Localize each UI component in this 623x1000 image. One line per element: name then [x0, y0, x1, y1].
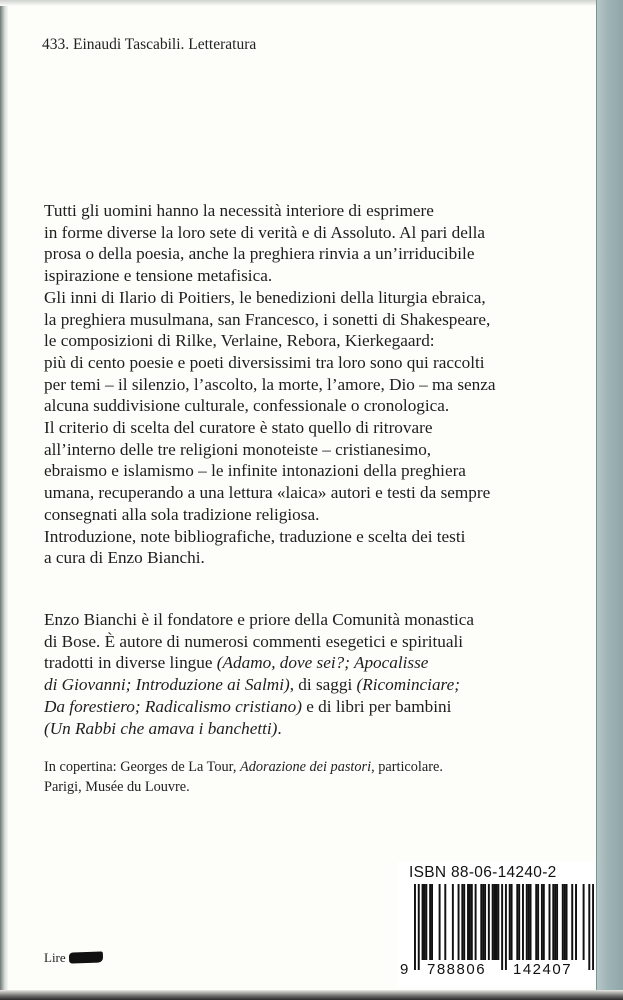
barcode-bar: [418, 884, 420, 970]
barcode-bar: [528, 884, 530, 960]
barcode-bar: [444, 884, 446, 960]
barcode-bar: [535, 884, 537, 960]
barcode-bar: [516, 884, 518, 960]
right-cover-band: [596, 0, 623, 1000]
barcode-bar: [475, 884, 477, 960]
blurb-line: prosa o della poesia, anche la preghiera rinvia a un’irriducibile: [44, 244, 475, 264]
ean-first-digit: 9: [400, 961, 409, 978]
bio-line: [44, 674, 584, 696]
barcode-bar: [556, 884, 558, 960]
price-currency: Lire: [44, 950, 66, 965]
blurb-line: Introduzione, note bibliografiche, traduzione e scelta dei testi: [44, 526, 466, 546]
bio-book-titles: di Giovanni; Introduzione ai Salmi): [44, 675, 290, 695]
ean-left-group: 788806: [427, 961, 487, 978]
barcode-bar: [530, 884, 532, 960]
barcode-bar: [431, 884, 433, 960]
barcode-bar: [495, 884, 497, 960]
blurb-line: umana, recuperando a una lettura «laica» autori e testi da sempre: [44, 483, 491, 503]
blurb-line: le composizioni di Rilke, Verlaine, Rebora, Kierkegaard:: [44, 331, 435, 351]
blurb-line: consegnati alla sola tradizione religiosa.: [44, 504, 320, 524]
barcode-bar: [522, 884, 524, 960]
top-cover-edge: [0, 0, 623, 6]
barcode-bar: [425, 884, 427, 960]
blurb-text: [44, 200, 584, 569]
bio-book-titles: (Ricominciare;: [356, 675, 460, 695]
barcode-bar: [439, 884, 441, 960]
bottom-cover-edge: [0, 990, 623, 1000]
isbn-number: ISBN 88-06-14240-2: [409, 864, 557, 881]
blurb-line: ebraismo e islamismo – le infinite intonazioni della preghiera: [44, 461, 466, 481]
left-cover-edge: [0, 0, 8, 1000]
barcode-bar: [571, 884, 573, 960]
blurb-line: Il criterio di scelta del curatore è stato quello di ritrovare: [44, 418, 433, 438]
credit-text: , particolare.: [371, 759, 443, 775]
credit-line: [44, 757, 584, 777]
blurb-line: in forme diverse la loro sete di verità e di Assoluto. Al pari della: [44, 222, 486, 242]
ean-right-group: 142407: [513, 961, 573, 978]
barcode-bar: [566, 884, 568, 960]
bio-line: Enzo Bianchi è il fondatore e priore della Comunità monastica: [44, 610, 475, 629]
barcode-bar: [492, 884, 494, 960]
barcode-bar: [505, 884, 507, 970]
barcode-bar: [511, 884, 513, 960]
bio-text: e di libri per bambini: [301, 696, 452, 716]
bio-book-titles: (Adamo, dove sei?; Apocalisse: [216, 653, 429, 673]
credit-line: Parigi, Musée du Louvre.: [44, 779, 190, 795]
blurb-line: Tutti gli uomini hanno la necessità interiore di esprimere: [44, 201, 434, 220]
redacted-price-mark: [68, 951, 102, 963]
bio-text: .: [277, 718, 282, 738]
barcode-bar: [554, 884, 556, 960]
barcode-bar: [482, 884, 484, 960]
bio-book-titles: Da forestiero; Radicalismo cristiano): [44, 696, 302, 716]
barcode-bar: [469, 884, 471, 960]
bio-text: , di saggi: [289, 675, 357, 695]
blurb-line: la preghiera musulmana, san Francesco, i sonetti di Shakespeare,: [44, 309, 491, 329]
barcode-bar: [471, 884, 473, 960]
barcode-bar: [541, 884, 543, 960]
barcode-bar: [549, 884, 551, 960]
blurb-line: più di cento poesie e poeti diversissimi tra loro sono qui raccolti: [44, 352, 485, 372]
blurb-line: ispirazione e tensione metafisica.: [44, 266, 273, 286]
price-label: [44, 950, 103, 966]
bio-line: [44, 652, 584, 674]
blurb-line: Gli inni di Ilario di Poitiers, le benedizioni della liturgia ebraica,: [44, 287, 486, 307]
barcode-bar: [480, 884, 482, 960]
bio-line: di Bose. È autore di numerosi commenti esegetici e spirituali: [44, 631, 464, 651]
barcode-bar: [592, 884, 594, 970]
bio-line: [44, 696, 584, 718]
barcode-bar: [458, 884, 460, 960]
barcode-bar: [583, 884, 585, 960]
blurb-line: all’interno delle tre religioni monoteiste – cristianesimo,: [44, 439, 432, 459]
barcode-bar: [461, 884, 463, 960]
bio-book-titles: (Un Rabbi che amava i banchetti): [44, 718, 278, 738]
barcode-bar: [564, 884, 566, 960]
barcode-bar: [552, 884, 554, 960]
barcode-bar: [494, 884, 496, 960]
cover-credit: [44, 757, 584, 797]
blurb-line: alcuna suddivisione culturale, confessionale o cronologica.: [44, 396, 450, 416]
barcode-bar: [488, 884, 490, 960]
author-bio: [44, 609, 584, 739]
bio-text: tradotti in diverse lingue: [44, 653, 217, 673]
bio-line: [44, 718, 584, 740]
barcode-bar: [467, 884, 469, 960]
barcode-bar: [543, 884, 545, 960]
barcode-bar: [537, 884, 539, 960]
barcode-bar: [501, 884, 503, 970]
blurb-line: per temi – il silenzio, l’ascolto, la morte, l’amore, Dio – ma senza: [44, 374, 496, 394]
barcode-bar: [509, 884, 511, 960]
barcode-bar: [484, 884, 486, 960]
credit-text: In copertina: Georges de La Tour,: [44, 759, 241, 775]
barcode-bar: [429, 884, 431, 960]
barcode-bars: [414, 884, 594, 970]
barcode-bar: [497, 884, 499, 960]
barcode-bar: [422, 884, 424, 960]
blurb-line: a cura di Enzo Bianchi.: [44, 548, 205, 568]
artwork-title: Adorazione dei pastori: [240, 759, 372, 775]
barcode-bar: [588, 884, 590, 970]
barcode-bar: [562, 884, 564, 960]
series-title: 433. Einaudi Tascabili. Letteratura: [42, 36, 257, 53]
barcode-bar: [414, 884, 416, 970]
barcode-bar: [452, 884, 454, 960]
barcode-bar: [575, 884, 577, 960]
barcode-bar: [423, 884, 425, 960]
barcode-bar: [463, 884, 465, 960]
barcode-bar: [518, 884, 520, 960]
barcode-bar: [526, 884, 528, 960]
